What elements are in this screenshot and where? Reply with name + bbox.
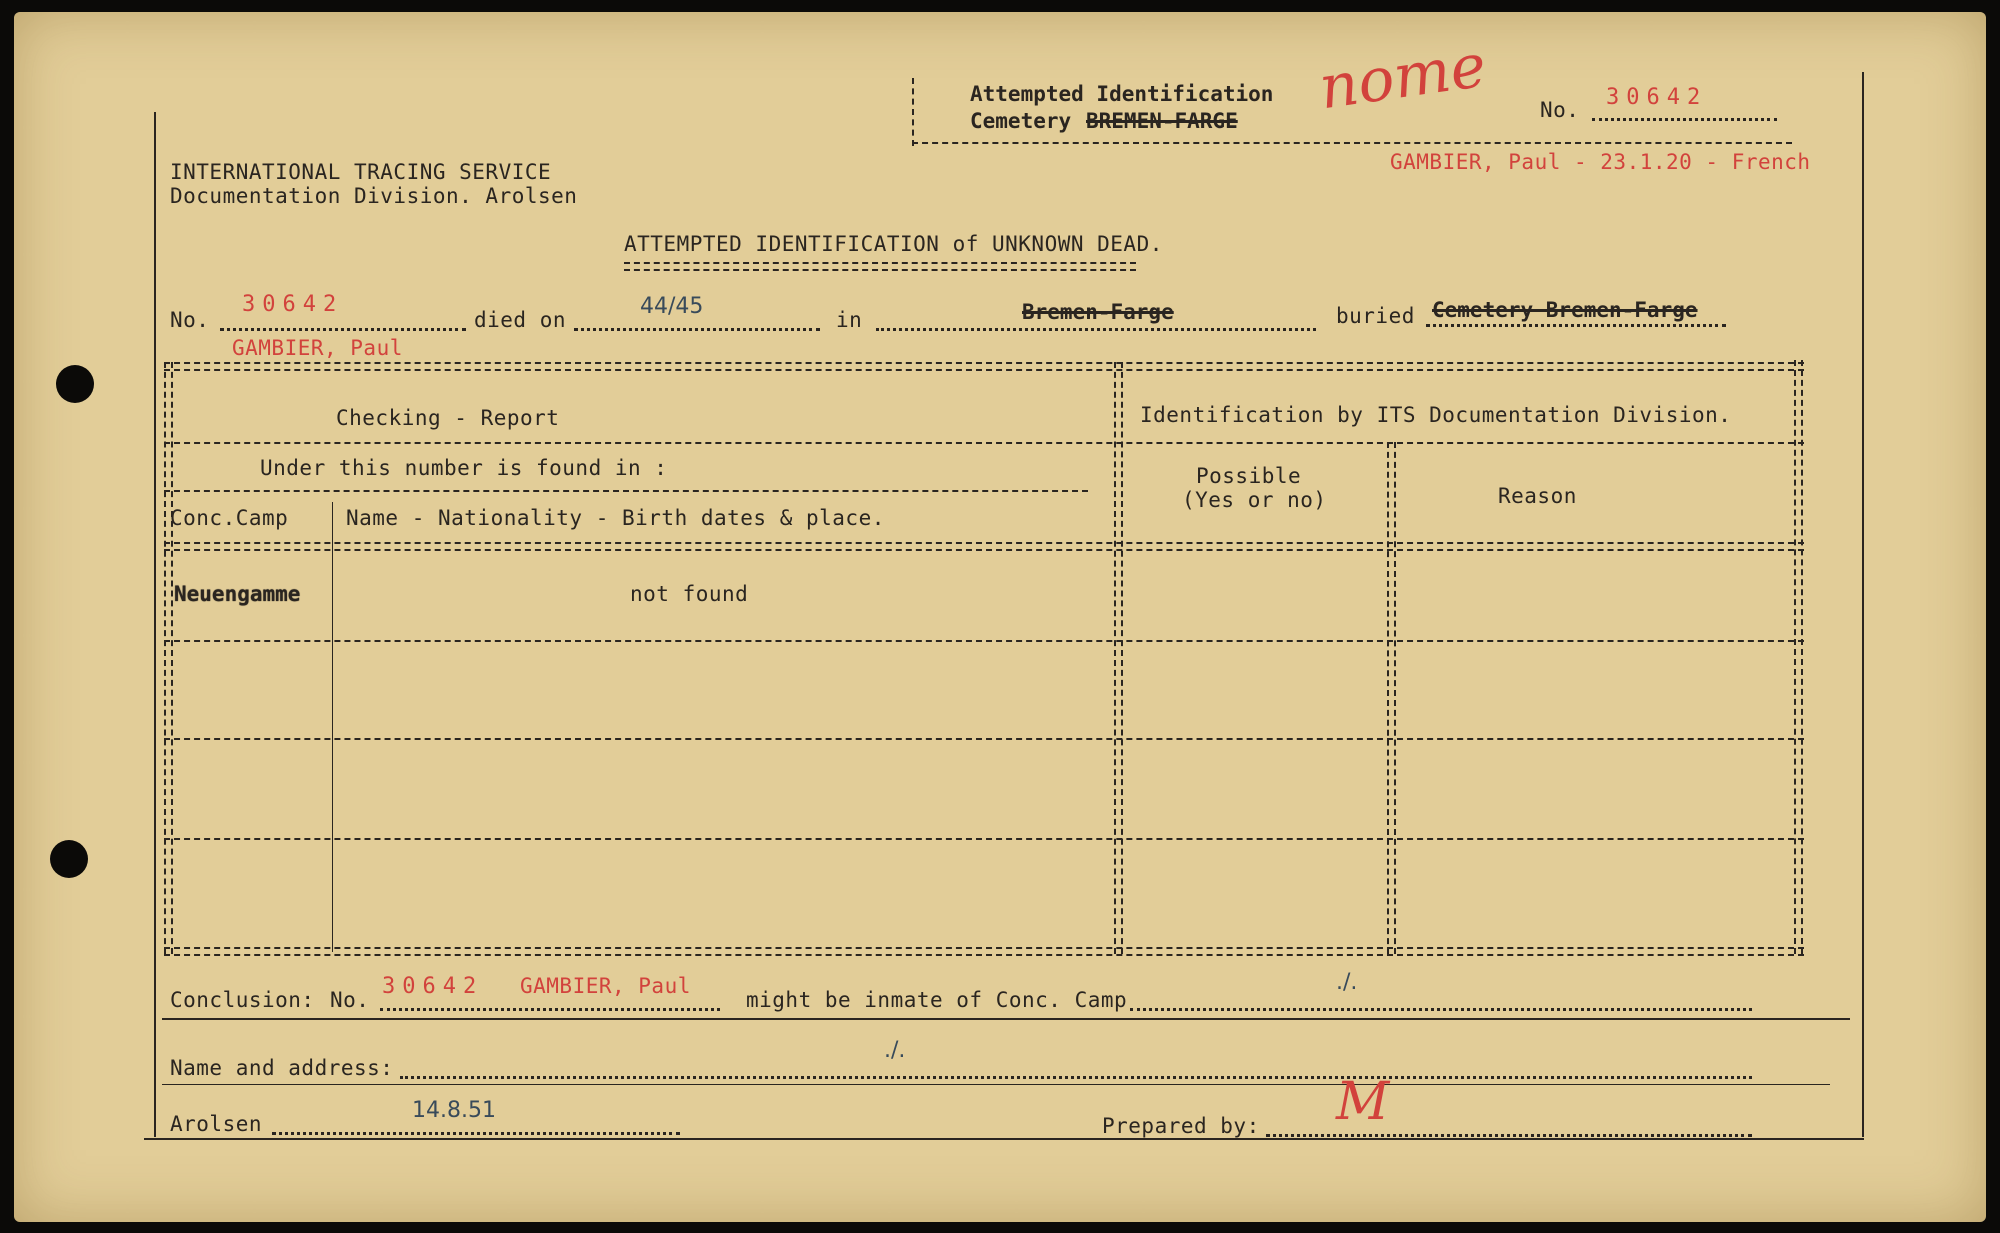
record-buried-dots	[1426, 324, 1726, 327]
frame-bottom	[144, 1138, 1864, 1140]
table-top-border	[164, 362, 1804, 371]
table-left-border	[164, 362, 173, 954]
document-card	[14, 12, 1986, 1222]
name-address-dots	[400, 1076, 1752, 1079]
header-box-bottom	[912, 142, 1792, 144]
conclusion-camp-value: ./.	[1336, 970, 1358, 995]
record-no-label: No.	[170, 308, 210, 332]
frame-right	[1862, 72, 1864, 1137]
table-row-divider-1	[164, 640, 1804, 642]
name-address-label: Name and address:	[170, 1056, 394, 1080]
table-col-possible-2: (Yes or no)	[1182, 488, 1327, 512]
table-col-reason: Reason	[1498, 484, 1577, 508]
table-columns-divider	[164, 542, 1804, 551]
record-in-value: Bremen-Farge	[1022, 300, 1174, 324]
footer-prepared-initial: M	[1336, 1072, 1390, 1132]
header-box-line1: Attempted Identification	[970, 82, 1274, 106]
conclusion-name-value: GAMBIER, Paul	[520, 974, 691, 998]
conclusion-rule	[162, 1018, 1850, 1020]
person-summary-line: GAMBIER, Paul - 23.1.20 - French	[1390, 150, 1811, 174]
table-col-possible-1: Possible	[1196, 464, 1302, 488]
record-no-dots	[220, 328, 466, 331]
table-col-camp: Conc.Camp	[170, 506, 289, 530]
header-box-left	[912, 78, 914, 146]
record-buried-value: Cemetery Bremen-Farge	[1432, 298, 1698, 322]
header-box-cemetery-value: BREMEN-FARGE	[1086, 109, 1238, 133]
record-died-label: died on	[474, 308, 567, 332]
conclusion-camp-dots	[1130, 1008, 1752, 1011]
record-in-dots	[876, 328, 1316, 331]
form-title: ATTEMPTED IDENTIFICATION of UNKNOWN DEAD.	[624, 232, 1163, 256]
record-name: GAMBIER, Paul	[232, 336, 403, 360]
table-divider-main	[1114, 362, 1123, 954]
record-no-value: 30642	[242, 292, 344, 317]
table-identification-header: Identification by ITS Documentation Division.	[1140, 403, 1732, 427]
footer-date-dots	[272, 1132, 680, 1135]
record-died-value: 44/45	[640, 294, 704, 319]
name-address-value: ./.	[884, 1038, 906, 1063]
table-under-number: Under this number is found in :	[260, 456, 668, 480]
conclusion-no-value: 30642	[382, 974, 484, 999]
handwritten-nome: nome	[1314, 30, 1491, 124]
title-underline	[624, 262, 1136, 271]
header-no-value: 30642	[1606, 85, 1708, 110]
footer-date: 14.8.51	[412, 1098, 496, 1123]
conclusion-no-dots	[380, 1008, 720, 1011]
table-row-divider-3	[164, 838, 1804, 840]
table-divider-camp	[332, 502, 333, 952]
table-right-border	[1794, 360, 1803, 954]
table-subheader-divider	[164, 490, 1088, 492]
org-line2: Documentation Division. Arolsen	[170, 184, 578, 208]
org-line1: INTERNATIONAL TRACING SERVICE	[170, 160, 552, 184]
frame-left	[154, 112, 156, 1137]
header-no-dots	[1592, 118, 1777, 121]
table-divider-reason	[1387, 442, 1396, 954]
conclusion-text: might be inmate of Conc. Camp	[746, 988, 1128, 1012]
table-row-name: not found	[630, 582, 749, 606]
footer-prepared-label: Prepared by:	[1102, 1114, 1260, 1138]
footer-prepared-dots	[1266, 1134, 1752, 1137]
name-address-rule	[162, 1084, 1830, 1085]
header-box-cemetery-label: Cemetery	[970, 109, 1072, 133]
table-bottom-border	[164, 947, 1804, 956]
record-in-label: in	[836, 308, 863, 332]
table-row-camp: Neuengamme	[174, 582, 301, 606]
table-header-divider	[164, 442, 1804, 444]
header-no-label: No.	[1540, 98, 1580, 122]
record-buried-label: buried	[1336, 304, 1415, 328]
conclusion-no-label: No.	[330, 988, 370, 1012]
conclusion-label: Conclusion:	[170, 988, 315, 1012]
footer-place: Arolsen	[170, 1112, 263, 1136]
table-col-name: Name - Nationality - Birth dates & place.	[346, 506, 885, 530]
table-row-divider-2	[164, 738, 1804, 740]
table-checking-report: Checking - Report	[336, 406, 560, 430]
record-died-dots	[574, 328, 820, 331]
punch-hole-top	[56, 365, 94, 403]
punch-hole-bottom	[50, 840, 88, 878]
